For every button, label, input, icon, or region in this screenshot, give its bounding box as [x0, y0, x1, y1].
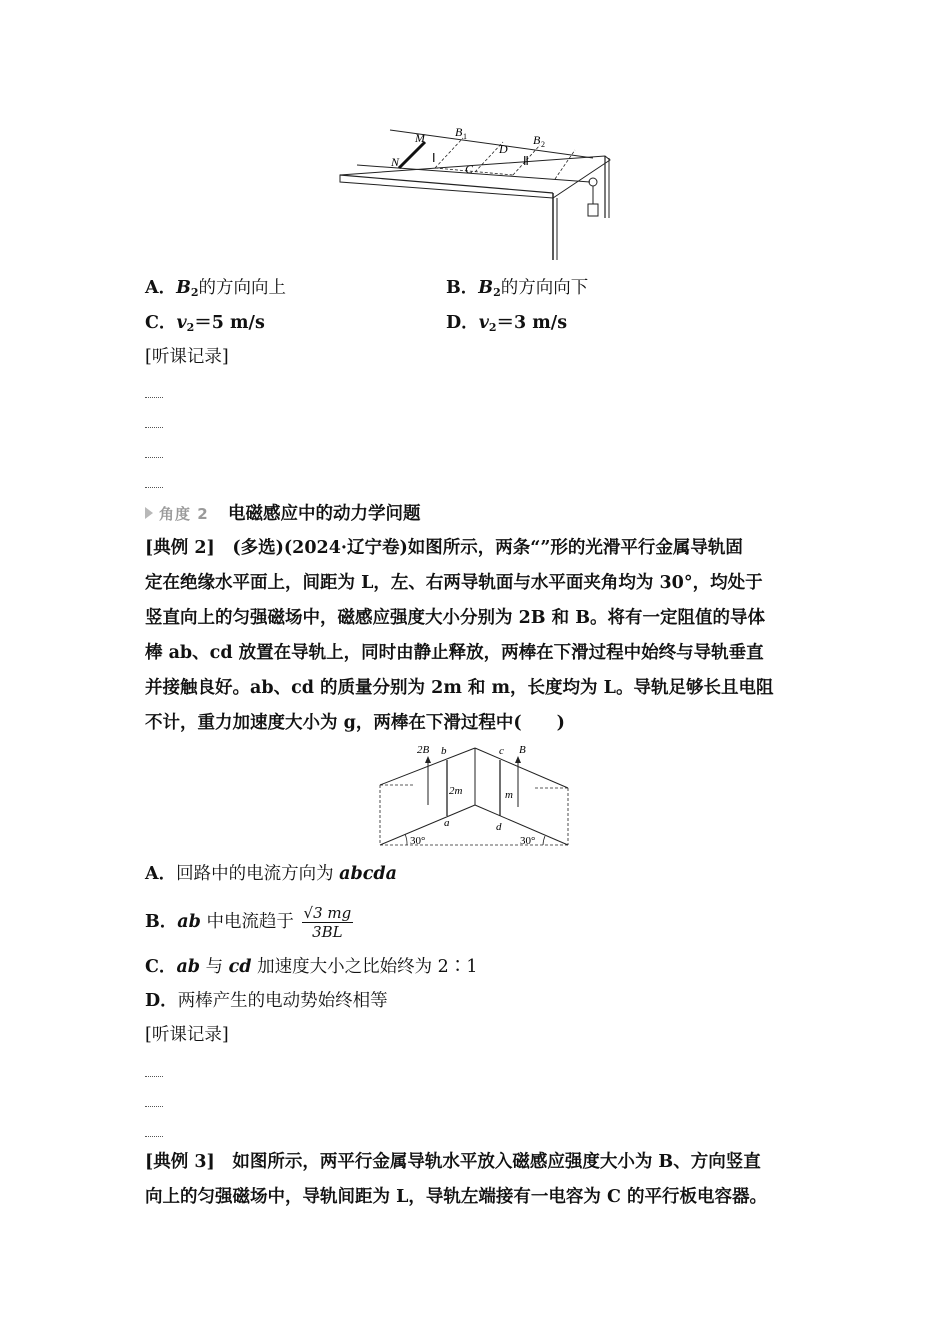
note-line	[145, 1136, 163, 1137]
note-line	[145, 1076, 163, 1077]
section-title: 电磁感应中的动力学问题	[228, 504, 421, 524]
note-line	[145, 487, 163, 488]
example2-line-4: 棒 ab、cd 放置在导轨上，同时由静止释放，两棒在下滑过程中始终与导轨垂直	[145, 643, 764, 663]
fig2-label-c: c	[499, 745, 504, 757]
fig1-label-B1-sub: 1	[463, 132, 467, 141]
fig1-label-N: N	[391, 155, 400, 169]
record-label-1: [听课记录]	[145, 347, 229, 367]
option-b: B．$B_2$的方向向下	[446, 278, 589, 299]
ex2-option-c: C．ab 与 cd 加速度大小之比始终为 2∶1	[145, 957, 478, 977]
example2-line-2: 定在绝缘水平面上，间距为 L，左、右两导轨面与水平面夹角均为 30°，均处于	[145, 573, 763, 593]
ex2-option-b: B．ab 中电流趋于 $\frac{√3 mg}{3BL}$	[145, 904, 352, 941]
note-line	[145, 427, 163, 428]
fig2-label-a: a	[444, 817, 450, 829]
note-line	[145, 457, 163, 458]
fig2-label-b: b	[441, 745, 447, 757]
figure-rails-table	[335, 120, 625, 265]
section-tag-label: 角度 2	[159, 504, 209, 523]
fig2-label-2B: 2B	[417, 744, 430, 756]
ex2-option-a: A．回路中的电流方向为 abcda	[145, 864, 397, 884]
ex2-option-d: D．两棒产生的电动势始终相等	[145, 991, 388, 1011]
fig1-label-B1: B	[455, 125, 463, 139]
fig1-label-M: M	[415, 131, 425, 145]
option-d: D．$v_2=3$ m/s	[446, 313, 568, 334]
section-tag	[145, 502, 209, 524]
example2-line-1: [典例 2] (多选)(2024·辽宁卷)如图所示，两条“”形的光滑平行金属导轨固	[145, 538, 743, 558]
fig1-label-B2-sub: 2	[541, 140, 545, 149]
fig1-label-D: D	[499, 142, 508, 156]
fig2-label-d: d	[496, 821, 502, 833]
triangle-icon	[145, 507, 153, 519]
fig2-angle-right: 30°	[520, 835, 536, 847]
fraction: $\frac{√3 mg}{3BL}$	[303, 904, 352, 941]
option-c: C．$v_2=5$ m/s	[145, 313, 265, 334]
record-label-2: [听课记录]	[145, 1025, 229, 1045]
example2-line-6: 不计，重力加速度大小为 g，两棒在下滑过程中( )	[145, 713, 565, 733]
fig2-label-B: B	[519, 744, 526, 756]
fig2-label-2m: 2m	[449, 785, 463, 797]
note-line	[145, 1106, 163, 1107]
fig1-label-B2: B	[533, 133, 541, 147]
figure-v-rails	[375, 740, 575, 850]
fig1-label-C: C	[465, 162, 474, 176]
example2-line-3: 竖直向上的匀强磁场中，磁感应强度大小分别为 2B 和 B。将有一定阻值的导体	[145, 608, 766, 628]
option-a: A．$B_2$的方向向上	[145, 278, 287, 299]
fig2-angle-left: 30°	[410, 835, 426, 847]
note-line	[145, 397, 163, 398]
example3-line-2: 向上的匀强磁场中，导轨间距为 L，导轨左端接有一电容为 C 的平行板电容器。	[145, 1187, 768, 1207]
example2-line-5: 并接触良好。ab、cd 的质量分别为 2m 和 m，长度均为 L。导轨足够长且电阻	[145, 678, 774, 698]
fig2-label-m: m	[505, 789, 513, 801]
fig1-label-II: Ⅱ	[523, 154, 529, 168]
fig1-label-I: Ⅰ	[432, 151, 436, 165]
example3-line-1: [典例 3] 如图所示，两平行金属导轨水平放入磁感应强度大小为 B、方向竖直	[145, 1152, 761, 1172]
